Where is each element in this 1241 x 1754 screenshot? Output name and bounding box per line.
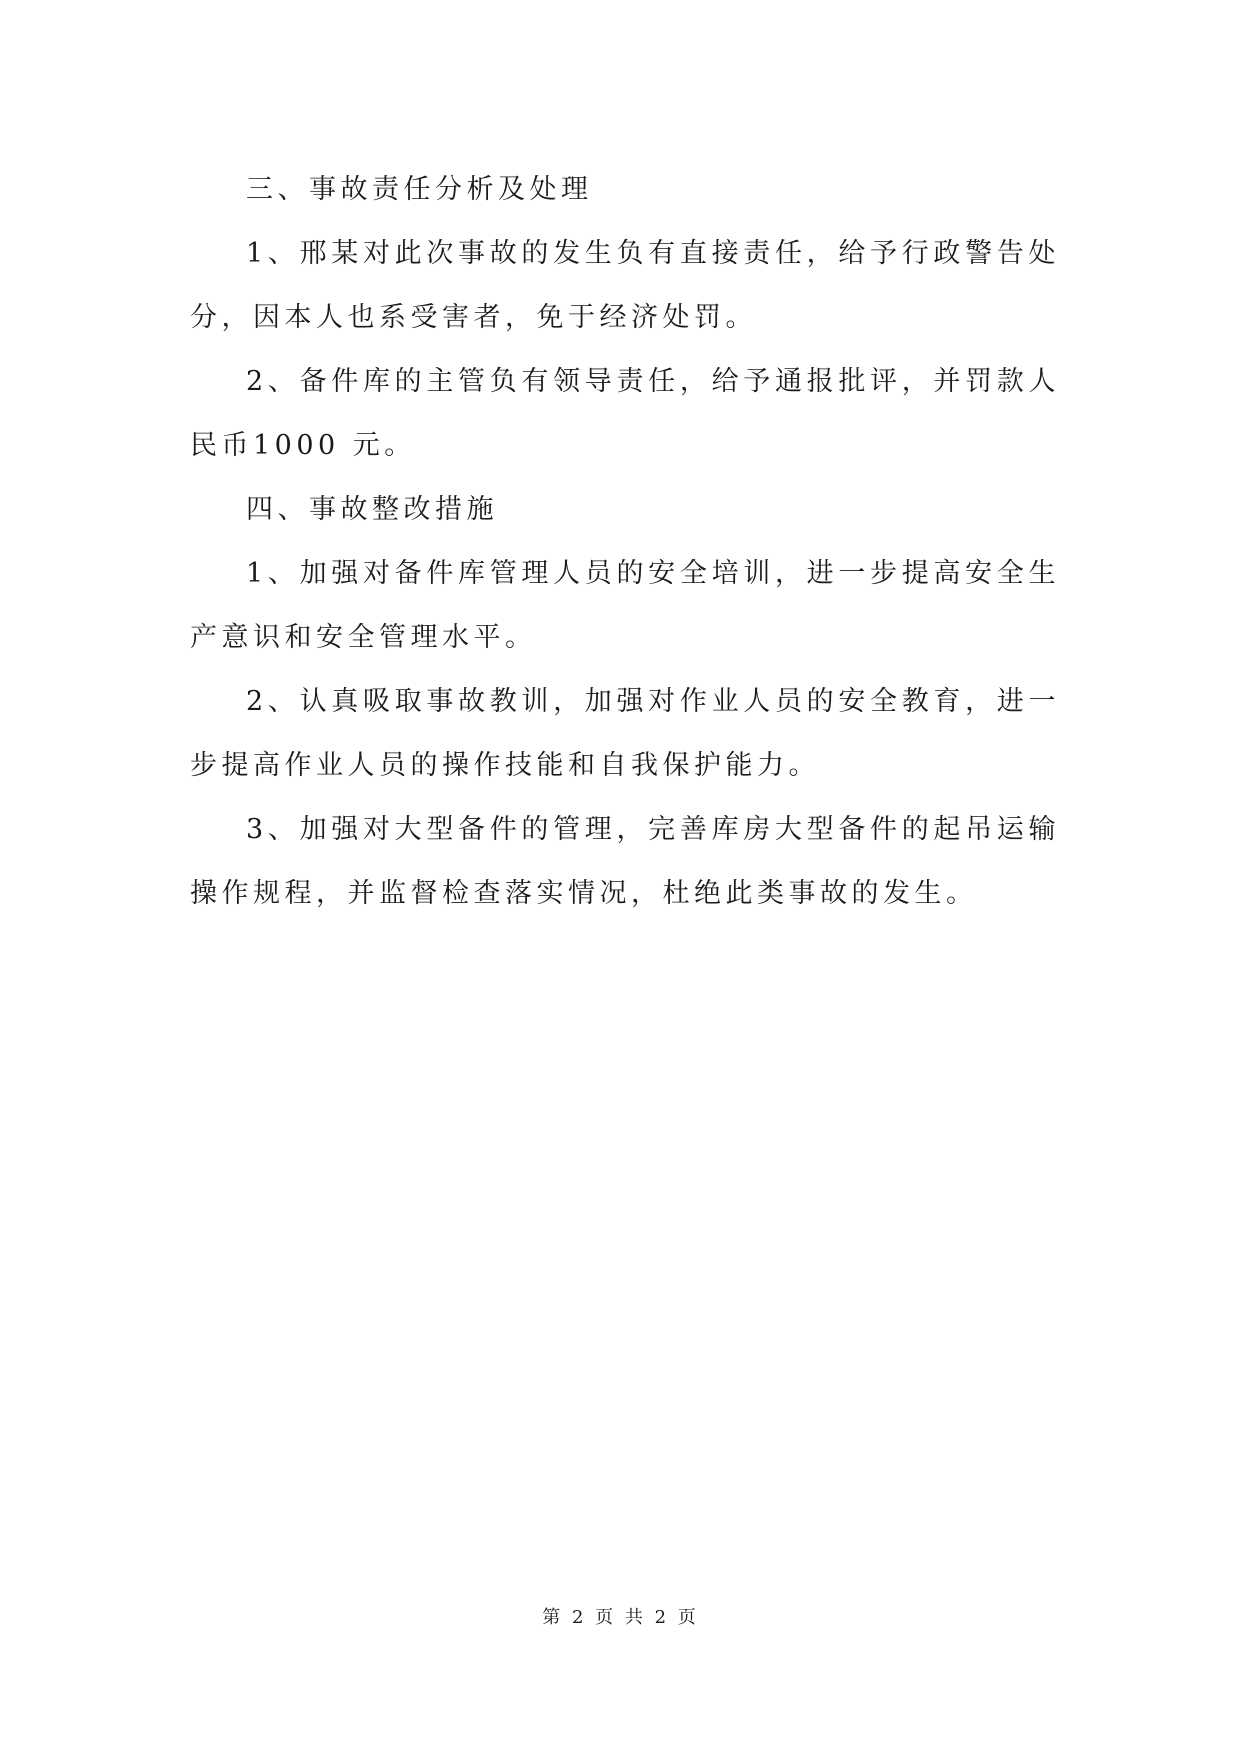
page-number-footer: 第 2 页 共 2 页 [542,1607,699,1628]
section-heading-rectification: 四、事故整改措施 [246,494,498,525]
paragraph-rectification-1: 1、加强对备件库管理人员的安全培训，进一步提高安全生产意识和安全管理水平。 [190,558,1060,653]
paragraph-rectification-3: 3、加强对大型备件的管理，完善库房大型备件的起吊运输操作规程，并监督检查落实情况，杜绝此类事故的发生。 [190,814,1060,909]
paragraph-responsibility-2: 2、备件库的主管负有领导责任，给予通报批评，并罚款人民币1000 元。 [190,366,1060,461]
document-body [190,158,1060,926]
paragraph-responsibility-1: 1、邢某对此次事故的发生负有直接责任，给予行政警告处分，因本人也系受害者，免于经济处罚。 [190,238,1060,333]
paragraph-rectification-2: 2、认真吸取事故教训，加强对作业人员的安全教育，进一步提高作业人员的操作技能和自我保护能力。 [190,686,1060,781]
section-heading-responsibility: 三、事故责任分析及处理 [246,174,593,205]
